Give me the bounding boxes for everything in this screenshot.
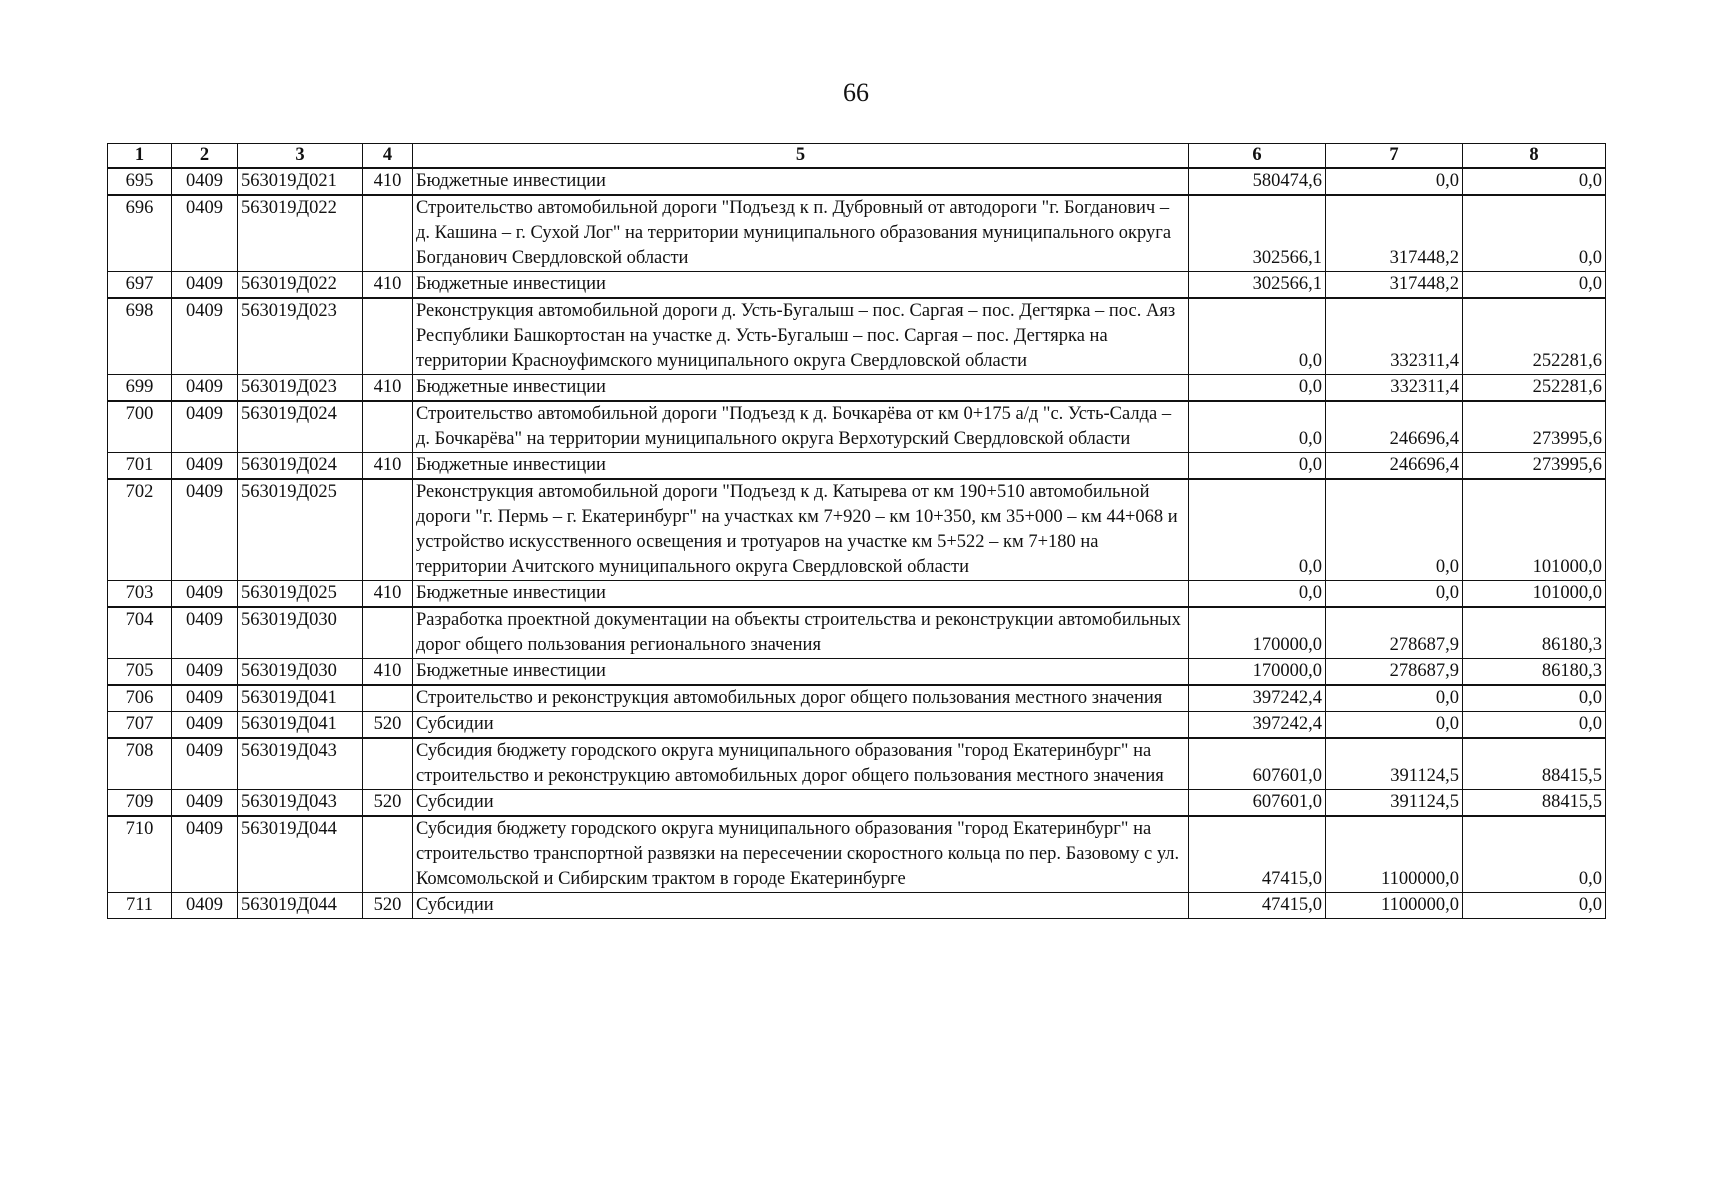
value-cell: 580474,6 <box>1189 168 1326 195</box>
value-cell: 0,0 <box>1189 298 1326 375</box>
value-cell: 607601,0 <box>1189 790 1326 817</box>
table-row <box>108 685 1606 712</box>
value-cell: 391124,5 <box>1326 738 1463 790</box>
target-code-cell: 563019Д021 <box>238 168 363 195</box>
description-cell: Реконструкция автомобильной дороги "Подъезд к д. Катырева от км 190+510 автомобильной дороги "г. Пермь – г. Екатеринбург" на участках км 7+920 – км 10+350, км 35+000 – км 44+068 и устройство искусственного освещения и тротуаров на участке км 5+522 – км 7+180 на территории Ачитского муниципального округа Свердловской области <box>413 479 1189 581</box>
description-cell: Бюджетные инвестиции <box>413 272 1189 299</box>
table-row <box>108 659 1606 686</box>
target-code-cell: 563019Д041 <box>238 712 363 739</box>
target-code-cell: 563019Д022 <box>238 272 363 299</box>
row-number-cell: 697 <box>108 272 172 299</box>
value-cell: 0,0 <box>1189 375 1326 402</box>
description-cell: Бюджетные инвестиции <box>413 168 1189 195</box>
value-cell: 0,0 <box>1189 479 1326 581</box>
value-cell: 607601,0 <box>1189 738 1326 790</box>
row-number-cell: 706 <box>108 685 172 712</box>
expense-type-cell <box>363 607 413 659</box>
header-cell: 2 <box>172 144 238 169</box>
budget-table <box>107 143 1606 919</box>
expense-type-cell: 410 <box>363 581 413 608</box>
table-row <box>108 453 1606 480</box>
value-cell: 246696,4 <box>1326 401 1463 453</box>
header-cell: 7 <box>1326 144 1463 169</box>
target-code-cell: 563019Д044 <box>238 893 363 919</box>
value-cell: 88415,5 <box>1463 790 1606 817</box>
value-cell: 0,0 <box>1189 581 1326 608</box>
value-cell: 332311,4 <box>1326 375 1463 402</box>
value-cell: 391124,5 <box>1326 790 1463 817</box>
description-cell: Субсидии <box>413 893 1189 919</box>
section-cell: 0409 <box>172 375 238 402</box>
description-cell: Строительство автомобильной дороги "Подъезд к д. Бочкарёва от км 0+175 а/д "с. Усть-Салда – д. Бочкарёва" на территории муниципального округа Верхотурский Свердловской области <box>413 401 1189 453</box>
value-cell: 86180,3 <box>1463 659 1606 686</box>
table-row <box>108 401 1606 453</box>
section-cell: 0409 <box>172 738 238 790</box>
header-cell: 5 <box>413 144 1189 169</box>
section-cell: 0409 <box>172 298 238 375</box>
section-cell: 0409 <box>172 272 238 299</box>
value-cell: 0,0 <box>1463 168 1606 195</box>
table-row <box>108 272 1606 299</box>
target-code-cell: 563019Д044 <box>238 816 363 893</box>
value-cell: 0,0 <box>1463 272 1606 299</box>
value-cell: 47415,0 <box>1189 816 1326 893</box>
section-cell: 0409 <box>172 401 238 453</box>
section-cell: 0409 <box>172 893 238 919</box>
expense-type-cell: 520 <box>363 790 413 817</box>
table-row <box>108 479 1606 581</box>
description-cell: Субсидии <box>413 790 1189 817</box>
value-cell: 273995,6 <box>1463 453 1606 480</box>
value-cell: 332311,4 <box>1326 298 1463 375</box>
table-row <box>108 195 1606 272</box>
value-cell: 302566,1 <box>1189 195 1326 272</box>
target-code-cell: 563019Д024 <box>238 453 363 480</box>
description-cell: Субсидия бюджету городского округа муниципального образования "город Екатеринбург" на строительство транспортной развязки на пересечении скоростного кольца по пер. Базовому с ул. Комсомольской и Сибирским трактом в городе Екатеринбурге <box>413 816 1189 893</box>
table-row <box>108 738 1606 790</box>
row-number-cell: 699 <box>108 375 172 402</box>
expense-type-cell: 410 <box>363 375 413 402</box>
expense-type-cell <box>363 816 413 893</box>
table-row <box>108 790 1606 817</box>
description-cell: Реконструкция автомобильной дороги д. Усть-Бугалыш – пос. Саргая – пос. Дегтярка – пос. Аяз Республики Башкортостан на участке д. Усть-Бугалыш – пос. Саргая – пос. Дегтярка на территории Красноуфимского муниципального округа Свердловской области <box>413 298 1189 375</box>
value-cell: 0,0 <box>1326 168 1463 195</box>
row-number-cell: 702 <box>108 479 172 581</box>
value-cell: 278687,9 <box>1326 659 1463 686</box>
expense-type-cell <box>363 685 413 712</box>
target-code-cell: 563019Д023 <box>238 375 363 402</box>
value-cell: 1100000,0 <box>1326 816 1463 893</box>
value-cell: 86180,3 <box>1463 607 1606 659</box>
section-cell: 0409 <box>172 607 238 659</box>
description-cell: Бюджетные инвестиции <box>413 581 1189 608</box>
target-code-cell: 563019Д022 <box>238 195 363 272</box>
value-cell: 47415,0 <box>1189 893 1326 919</box>
table-row <box>108 581 1606 608</box>
row-number-cell: 709 <box>108 790 172 817</box>
target-code-cell: 563019Д024 <box>238 401 363 453</box>
expense-type-cell <box>363 298 413 375</box>
page-number: 66 <box>843 78 869 107</box>
description-cell: Субсидии <box>413 712 1189 739</box>
value-cell: 101000,0 <box>1463 581 1606 608</box>
value-cell: 1100000,0 <box>1326 893 1463 919</box>
row-number-cell: 696 <box>108 195 172 272</box>
expense-type-cell: 410 <box>363 272 413 299</box>
value-cell: 0,0 <box>1463 712 1606 739</box>
row-number-cell: 704 <box>108 607 172 659</box>
value-cell: 246696,4 <box>1326 453 1463 480</box>
section-cell: 0409 <box>172 712 238 739</box>
description-cell: Строительство автомобильной дороги "Подъезд к п. Дубровный от автодороги "г. Богданович – д. Кашина – г. Сухой Лог" на территории муниципального образования муниципального округа Богданович Свердловской области <box>413 195 1189 272</box>
description-cell: Бюджетные инвестиции <box>413 375 1189 402</box>
value-cell: 0,0 <box>1189 401 1326 453</box>
target-code-cell: 563019Д025 <box>238 581 363 608</box>
expense-type-cell <box>363 738 413 790</box>
value-cell: 252281,6 <box>1463 298 1606 375</box>
expense-type-cell: 520 <box>363 893 413 919</box>
table-row <box>108 607 1606 659</box>
value-cell: 0,0 <box>1326 712 1463 739</box>
value-cell: 0,0 <box>1463 816 1606 893</box>
value-cell: 170000,0 <box>1189 607 1326 659</box>
value-cell: 0,0 <box>1463 893 1606 919</box>
row-number-cell: 701 <box>108 453 172 480</box>
value-cell: 0,0 <box>1326 581 1463 608</box>
value-cell: 273995,6 <box>1463 401 1606 453</box>
expense-type-cell <box>363 401 413 453</box>
row-number-cell: 695 <box>108 168 172 195</box>
row-number-cell: 707 <box>108 712 172 739</box>
value-cell: 317448,2 <box>1326 272 1463 299</box>
value-cell: 88415,5 <box>1463 738 1606 790</box>
row-number-cell: 711 <box>108 893 172 919</box>
value-cell: 0,0 <box>1326 685 1463 712</box>
section-cell: 0409 <box>172 453 238 480</box>
description-cell: Строительство и реконструкция автомобильных дорог общего пользования местного значения <box>413 685 1189 712</box>
expense-type-cell <box>363 195 413 272</box>
value-cell: 0,0 <box>1189 453 1326 480</box>
target-code-cell: 563019Д043 <box>238 790 363 817</box>
description-cell: Бюджетные инвестиции <box>413 659 1189 686</box>
table-row <box>108 168 1606 195</box>
table-row <box>108 816 1606 893</box>
value-cell: 397242,4 <box>1189 685 1326 712</box>
section-cell: 0409 <box>172 790 238 817</box>
value-cell: 252281,6 <box>1463 375 1606 402</box>
header-cell: 1 <box>108 144 172 169</box>
target-code-cell: 563019Д030 <box>238 659 363 686</box>
header-row <box>108 144 1606 169</box>
expense-type-cell: 410 <box>363 168 413 195</box>
expense-type-cell: 520 <box>363 712 413 739</box>
value-cell: 317448,2 <box>1326 195 1463 272</box>
section-cell: 0409 <box>172 685 238 712</box>
section-cell: 0409 <box>172 659 238 686</box>
expense-type-cell: 410 <box>363 453 413 480</box>
table-row <box>108 893 1606 919</box>
section-cell: 0409 <box>172 816 238 893</box>
description-cell: Субсидия бюджету городского округа муниципального образования "город Екатеринбург" на строительство и реконструкцию автомобильных дорог общего пользования местного значения <box>413 738 1189 790</box>
value-cell: 397242,4 <box>1189 712 1326 739</box>
target-code-cell: 563019Д043 <box>238 738 363 790</box>
header-cell: 8 <box>1463 144 1606 169</box>
value-cell: 170000,0 <box>1189 659 1326 686</box>
value-cell: 0,0 <box>1326 479 1463 581</box>
table-row <box>108 375 1606 402</box>
row-number-cell: 703 <box>108 581 172 608</box>
section-cell: 0409 <box>172 195 238 272</box>
value-cell: 0,0 <box>1463 685 1606 712</box>
target-code-cell: 563019Д023 <box>238 298 363 375</box>
value-cell: 278687,9 <box>1326 607 1463 659</box>
row-number-cell: 705 <box>108 659 172 686</box>
header-cell: 3 <box>238 144 363 169</box>
value-cell: 0,0 <box>1463 195 1606 272</box>
table-row <box>108 298 1606 375</box>
section-cell: 0409 <box>172 168 238 195</box>
header-cell: 4 <box>363 144 413 169</box>
section-cell: 0409 <box>172 581 238 608</box>
target-code-cell: 563019Д041 <box>238 685 363 712</box>
row-number-cell: 700 <box>108 401 172 453</box>
row-number-cell: 708 <box>108 738 172 790</box>
row-number-cell: 698 <box>108 298 172 375</box>
expense-type-cell: 410 <box>363 659 413 686</box>
expense-type-cell <box>363 479 413 581</box>
description-cell: Разработка проектной документации на объекты строительства и реконструкции автомобильных дорог общего пользования регионального значения <box>413 607 1189 659</box>
target-code-cell: 563019Д030 <box>238 607 363 659</box>
row-number-cell: 710 <box>108 816 172 893</box>
value-cell: 302566,1 <box>1189 272 1326 299</box>
table-row <box>108 712 1606 739</box>
target-code-cell: 563019Д025 <box>238 479 363 581</box>
description-cell: Бюджетные инвестиции <box>413 453 1189 480</box>
value-cell: 101000,0 <box>1463 479 1606 581</box>
section-cell: 0409 <box>172 479 238 581</box>
header-cell: 6 <box>1189 144 1326 169</box>
